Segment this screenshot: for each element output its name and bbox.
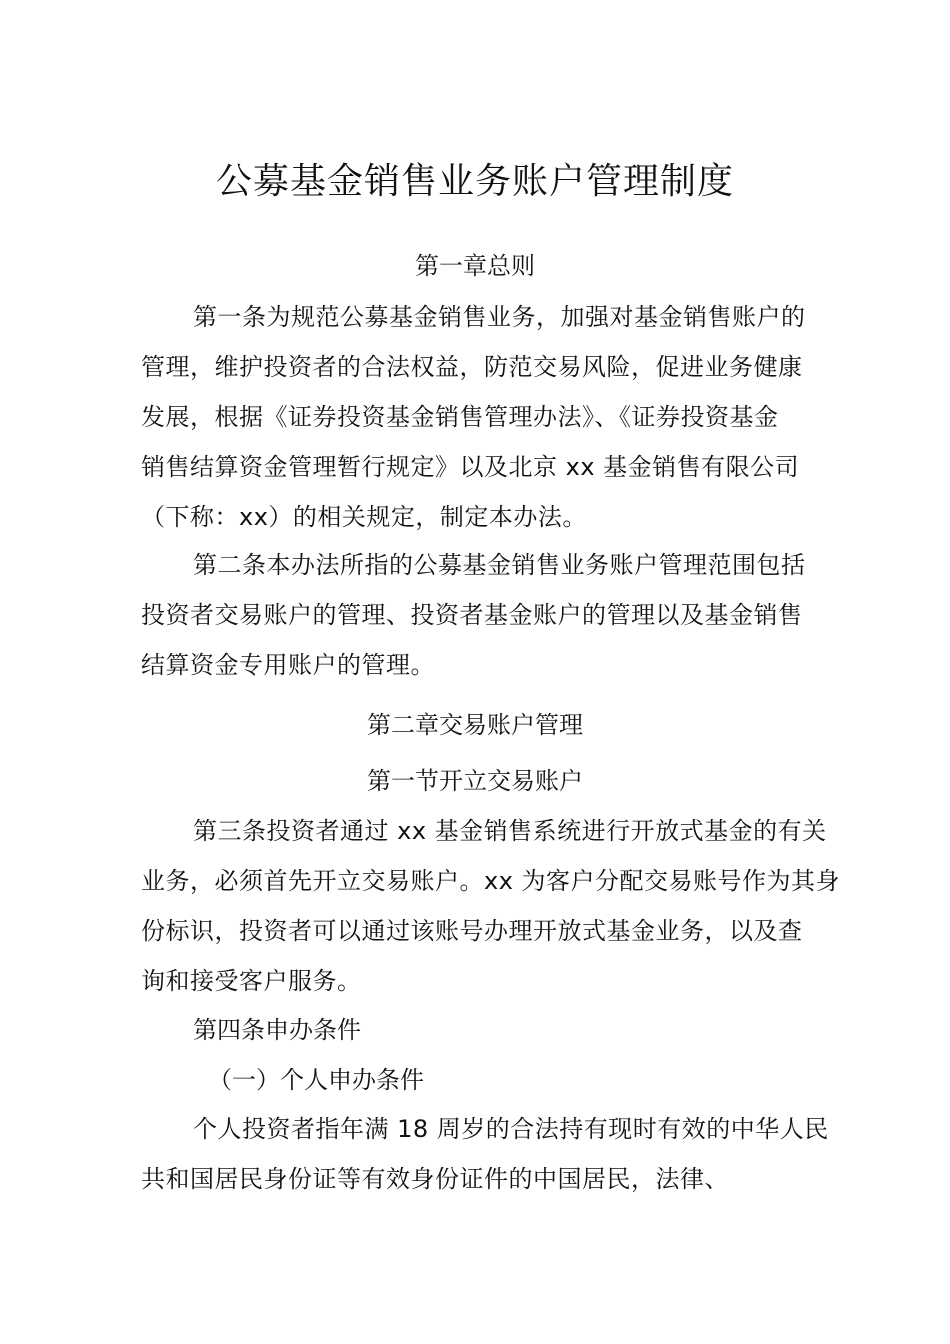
chapter-heading-2: 第二章交易账户管理 [367, 711, 583, 739]
article-1-line: 发展，根据《证券投资基金销售管理办法》、《证券投资基金 [141, 403, 779, 431]
article-2-line: 第二条本办法所指的公募基金销售业务账户管理范围包括 [193, 551, 806, 579]
chapter-heading-1: 第一章总则 [415, 252, 535, 280]
section-heading-1: 第一节开立交易账户 [367, 767, 583, 795]
document-title: 公募基金销售业务账户管理制度 [215, 161, 734, 202]
article-4-line: 共和国居民身份证等有效身份证件的中国居民，法律、 [141, 1165, 729, 1193]
article-1-line: 销售结算资金管理暂行规定》以及北京 xx 基金销售有限公司 [141, 453, 800, 481]
article-2-line: 投资者交易账户的管理、投资者基金账户的管理以及基金销售 [141, 601, 803, 629]
article-3-paragraph [141, 806, 841, 1006]
article-3-line: 询和接受客户服务。 [141, 967, 362, 995]
article-3-line: 份标识，投资者可以通过该账号办理开放式基金业务，以及查 [141, 917, 803, 945]
article-1-paragraph [141, 292, 811, 542]
article-3-line: 业务，必须首先开立交易账户。xx 为客户分配交易账号作为其身 [141, 867, 841, 895]
article-4-heading: 第四条申办条件 [193, 1016, 361, 1044]
article-4-paragraph [141, 1104, 829, 1204]
article-1-line: 管理，维护投资者的合法权益，防范交易风险，促进业务健康 [141, 353, 803, 381]
article-1-line: （下称：xx）的相关规定，制定本办法。 [141, 503, 587, 531]
article-2-paragraph [141, 540, 811, 690]
article-4-subheading: （一）个人申办条件 [208, 1066, 424, 1094]
article-1-line: 第一条为规范公募基金销售业务，加强对基金销售账户的 [193, 303, 806, 331]
article-3-line: 第三条投资者通过 xx 基金销售系统进行开放式基金的有关 [193, 817, 827, 845]
article-2-line: 结算资金专用账户的管理。 [141, 651, 435, 679]
article-4-line: 个人投资者指年满 18 周岁的合法持有现时有效的中华人民 [193, 1115, 829, 1143]
